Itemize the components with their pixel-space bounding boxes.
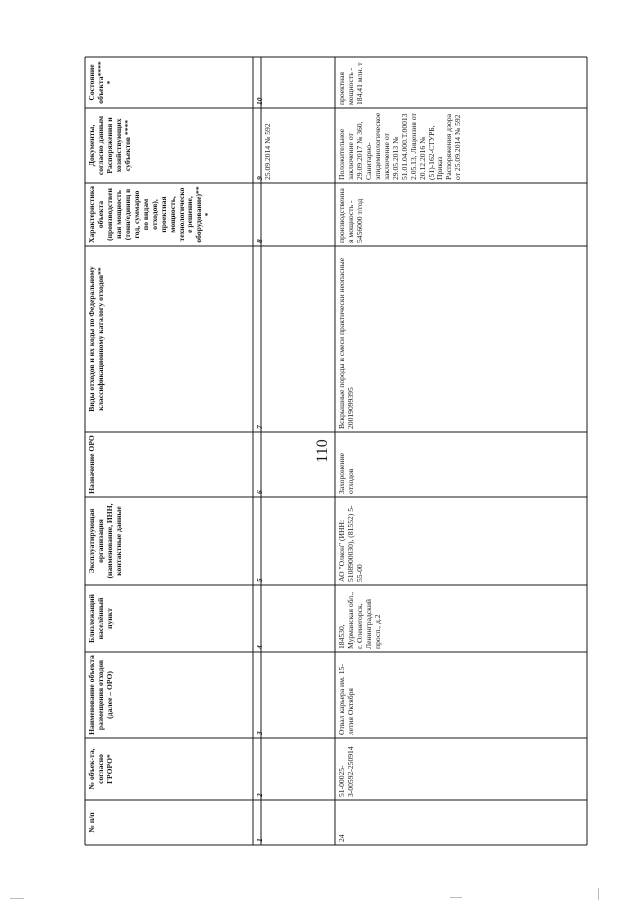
col-purpose-row-24 xyxy=(335,432,587,497)
col-waste-types-row-1-text xyxy=(264,249,334,429)
col-characteristics-row-24-text: производственная мощность - 5456000 т/год xyxy=(337,188,364,243)
col-characteristics-row-1 xyxy=(261,183,335,246)
col-purpose-index xyxy=(253,432,264,497)
col-status-row-24-text: проектная мощность - 184,41 млн. т xyxy=(337,62,364,105)
col-characteristics-index-text: 8 xyxy=(255,239,264,243)
col-operator-index xyxy=(253,497,264,585)
col-grooro-id-row-1-text xyxy=(264,741,334,797)
col-settlement-index-text: 4 xyxy=(255,645,264,649)
col-operator-header xyxy=(85,497,253,585)
col-waste-types-index-text: 7 xyxy=(255,425,264,429)
col-object-name-row-24 xyxy=(335,652,587,738)
col-number-header xyxy=(85,800,253,845)
col-characteristics-index xyxy=(253,183,264,246)
col-waste-types-header xyxy=(85,246,253,432)
col-documents-row-24 xyxy=(335,108,587,183)
scan-mark xyxy=(598,888,599,900)
col-documents-row-24-text: Положительное заключение от 29.09.2017 № 360, Санитарно-эпидемиологическое заключение от 29.05.2013 № 51.01.04.000.Т.000132.05.13, Лицензия от 20.12.2016 № (51)-162-СТУРБ, Приказ Распоряжения дзора от 25.09.2014 № 592 xyxy=(337,112,463,180)
col-documents-row-1-text: 25.09.2014 № 592 xyxy=(263,123,272,180)
col-status-row-1-text xyxy=(264,60,334,105)
col-settlement-row-1-text xyxy=(264,588,334,649)
col-documents-index-text: 9 xyxy=(255,176,264,180)
col-waste-types-row-1 xyxy=(261,246,335,432)
col-number-header-text: № п/п xyxy=(87,812,96,833)
col-object-name-header-text: Наименование объекта размещения отходов (далее – ОРО) xyxy=(87,655,114,735)
col-status-header-text: Состояние объекта***** xyxy=(87,61,114,104)
col-purpose-row-1 xyxy=(261,432,335,497)
col-object-name-index xyxy=(253,652,264,738)
col-object-name-row-1 xyxy=(261,652,335,738)
col-object-name-row-24-text: Отвал карьера им. 15-летия Октября xyxy=(337,664,355,735)
col-number-row-1 xyxy=(261,800,335,845)
col-grooro-id-row-1 xyxy=(261,738,335,800)
col-documents-row-1 xyxy=(261,108,335,183)
col-documents-index xyxy=(253,108,264,183)
col-purpose-row-1-text xyxy=(264,435,334,494)
col-settlement-row-24 xyxy=(335,585,587,652)
col-settlement-header-text: Близлежащий населённый пункт xyxy=(87,594,114,643)
col-status-index-text: 10 xyxy=(255,97,264,105)
col-grooro-id-header xyxy=(85,738,253,800)
col-number-index xyxy=(253,800,264,845)
col-waste-types-header-text: Виды отходов и их коды по Федеральному классификационному каталогу отходов** xyxy=(87,266,105,412)
col-operator-index-text: 5 xyxy=(255,578,264,582)
col-status-header xyxy=(85,57,253,108)
col-grooro-id-row-24-text: 51-00025-З-00592-250914 xyxy=(337,746,355,797)
col-settlement-index xyxy=(253,585,264,652)
col-documents-header xyxy=(85,108,253,183)
col-operator-row-24 xyxy=(335,497,587,585)
col-object-name-header xyxy=(85,652,253,738)
col-waste-types-index xyxy=(253,246,264,432)
col-status-row-24 xyxy=(335,57,587,108)
col-settlement-row-1 xyxy=(261,585,335,652)
col-characteristics-row-24 xyxy=(335,183,587,246)
col-purpose-row-24-text: Захоронение отходов xyxy=(337,452,355,494)
col-characteristics-row-1-text xyxy=(264,186,334,243)
col-status-index xyxy=(253,57,264,108)
col-waste-types-row-24 xyxy=(335,246,587,432)
col-characteristics-header xyxy=(85,183,253,246)
col-number-row-24 xyxy=(335,800,587,845)
col-operator-row-24-text: АО "Олкон" (ИНН: 5108900030), (81552) 5-55-00 xyxy=(337,505,364,582)
col-grooro-id-row-24 xyxy=(335,738,587,800)
col-number-row-24-text: 24 xyxy=(337,834,346,842)
scan-mark xyxy=(10,898,24,899)
col-number-row-1-text xyxy=(264,803,334,842)
col-number-index-text: 1 xyxy=(255,838,264,842)
col-purpose-header xyxy=(85,432,253,497)
col-grooro-id-header-text: № объек-та, согласно ГРОРО* xyxy=(87,748,114,790)
col-purpose-header-text: Назначение ОРО xyxy=(87,435,96,494)
col-waste-types-row-24-text: Вскрышные породы в смеси практически неопасные 20019099395 xyxy=(337,257,355,429)
col-object-name-index-text: 3 xyxy=(255,731,264,735)
col-status-row-1 xyxy=(261,57,335,108)
col-operator-row-1-text xyxy=(264,500,334,582)
col-grooro-id-index xyxy=(253,738,264,800)
scan-mark xyxy=(450,897,462,898)
col-characteristics-header-text: Характеристика объекта (производственная мощность (тонн/единиц в год, суммарно по видам отходов), проектная мощность, технологическое решение, оборудование)*** xyxy=(87,186,213,243)
col-documents-header-text: Документы, согласно данным Распоряжения и хозяйствующих субъектов **** xyxy=(87,115,132,176)
col-object-name-row-1-text xyxy=(264,655,334,735)
col-settlement-header xyxy=(85,585,253,652)
col-operator-row-1 xyxy=(261,497,335,585)
col-purpose-index-text: 6 xyxy=(255,490,264,494)
page-number: 110 xyxy=(314,439,331,463)
col-operator-header-text: Эксплуатирующая организация (наименование, ИНН, контактные данные xyxy=(87,503,123,579)
col-settlement-row-24-text: 184530, Мурманская обл., г. Оленегорск, Ленинградский просп., д.2 xyxy=(337,592,382,649)
col-grooro-id-index-text: 2 xyxy=(255,793,264,797)
